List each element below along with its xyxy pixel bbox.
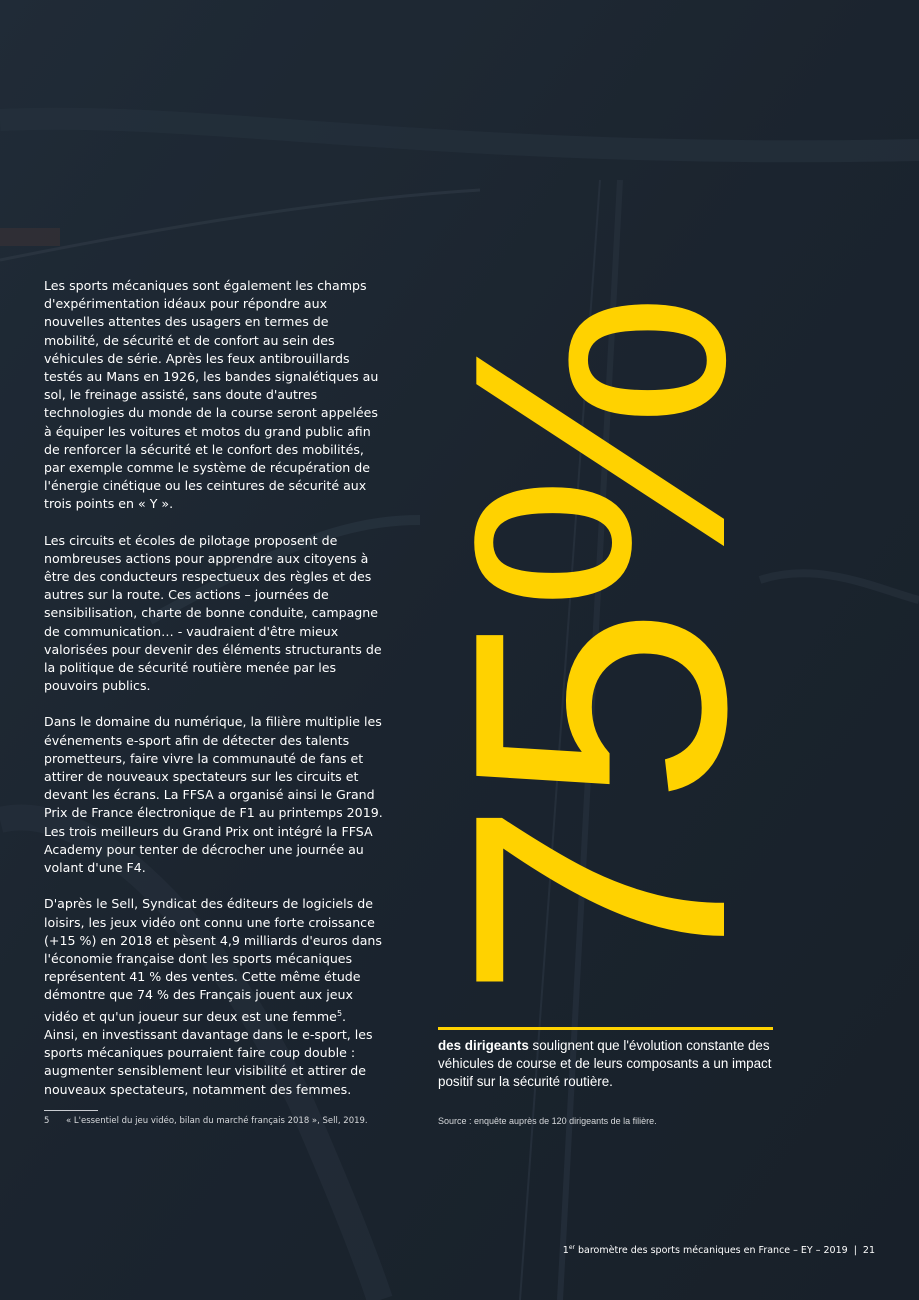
paragraph-text: . Ainsi, en investissant davantage dans le e-sport, les sports mécaniques pourraient faire coup double : augmenter sensiblement leur visibilité et attirer de nouveaux spectateurs, notamment des femmes. [44,1008,373,1097]
footer-ordinal: 1 [562,1245,569,1257]
stat-caption-text: soulignent que l'évolution constante des véhicules de course et de leurs composants a un impact positif sur la sécurité routière. [438,1038,772,1089]
footnote-number: 5 [44,1116,50,1126]
footnote-text: « L'essentiel du jeu vidéo, bilan du marché français 2018 », Sell, 2019. [66,1116,368,1126]
footer-separator: | [853,1245,857,1257]
paragraph-text: D'après le Sell, Syndicat des éditeurs de logiciels de loisirs, les jeux vidéo ont connu une forte croissance (+15 %) en 2018 et pèsent 4,9 milliards d'euros dans l'économie française dont les sports mécaniques représentent 41 % des ventes. Cette même étude démontre que 74 % des Français jouent aux jeux vidéo et qu'un joueur sur deux est une femme [44,896,382,1024]
footnote-reference[interactable]: 5 [336,1008,343,1018]
footer-title: baromètre des sports mécaniques en France – EY – 2019 [574,1245,848,1257]
body-paragraph [44,895,384,1098]
big-stat-value: 75% [399,297,801,1000]
footnote-divider [44,1110,98,1111]
body-paragraph: Les circuits et écoles de pilotage proposent de nombreuses actions pour apprendre aux citoyens à être des conducteurs respectueux des règles et des autres sur la route. Ces actions – journées de sensibilisation, charte de bonne conduite, campagne de communication… - vaudraient d'être mieux valorisées pour devenir des éléments structurants de la politique de sécurité routière menée par les pouvoirs publics. [44,532,382,694]
stat-divider [438,1027,773,1030]
body-text-column [44,277,384,1117]
page-number: 21 [862,1245,875,1257]
stat-caption-bold: des dirigeants [438,1038,529,1053]
page-footer [563,1244,875,1256]
body-paragraph: Les sports mécaniques sont également les champs d'expérimentation idéaux pour répondre aux nouvelles attentes des usagers en termes de mobilité, de sécurité et de confort au sein des véhicules de série. Après les feux antibrouillards testés au Mans en 1926, les bandes signalétiques au sol, le freinage assisté, sans doute d'autres technologies du monde de la course seront appelées à équiper les voitures et motos du grand public afin de renforcer la sécurité et le confort des mobilités, par exemple comme le système de récupération de l'énergie cinétique ou les ceintures de sécurité aux trois points en « Y ». [44,278,379,512]
footer-ordinal-suffix: er [568,1244,575,1251]
footnote [44,1116,404,1126]
stat-source: Source : enquête auprès de 120 dirigeants de la filière. [438,1116,657,1126]
body-paragraph: Dans le domaine du numérique, la filière multiplie les événements e-sport afin de détecter des talents prometteurs, faire vivre la communauté de fans et attirer de nouveaux spectateurs sur les circuits et devant les écrans. La FFSA a organisé ainsi le Grand Prix de France électronique de F1 au printemps 2019. Les trois meilleurs du Grand Prix ont intégré la FFSA Academy pour tenter de décrocher une journée au volant d'une F4. [44,714,383,876]
stat-caption [438,1037,773,1091]
